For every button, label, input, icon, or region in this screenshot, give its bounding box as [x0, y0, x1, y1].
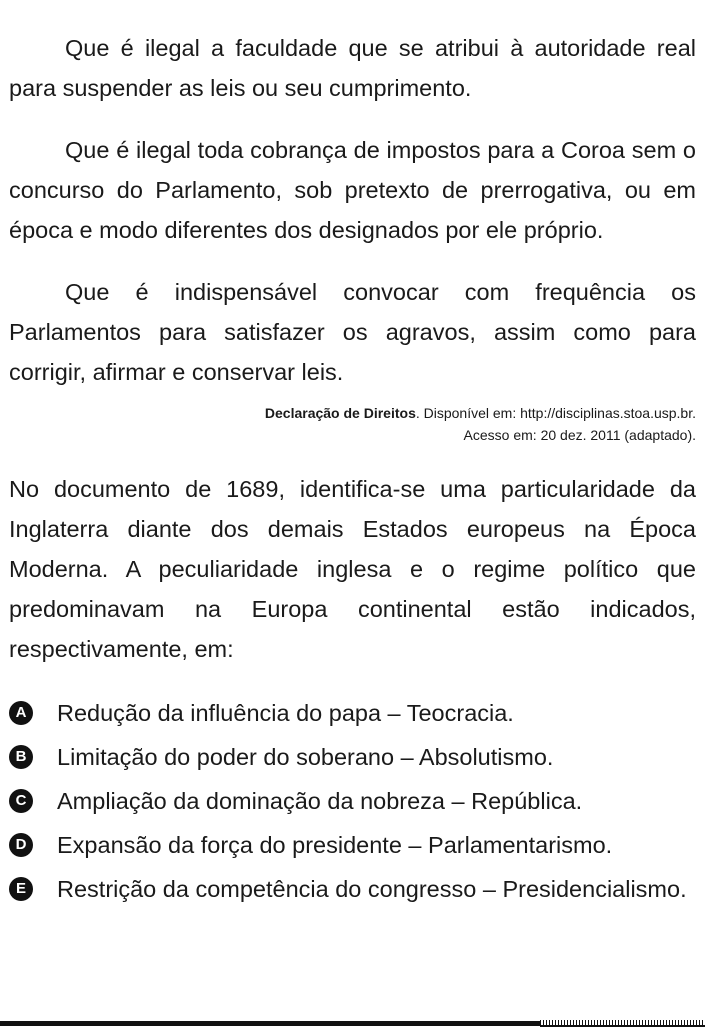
- answer-options: [9, 693, 696, 909]
- option-d-letter-badge: D: [9, 833, 33, 857]
- footer-tick-ruler: [540, 1020, 705, 1027]
- option-a[interactable]: [9, 693, 696, 733]
- option-d-text: Expansão da força do presidente – Parlamentarismo.: [57, 832, 613, 858]
- option-c[interactable]: [9, 781, 696, 821]
- citation-source: . Disponível em: http://disciplinas.stoa.usp.br.: [415, 405, 696, 421]
- option-c-letter-badge: C: [9, 789, 33, 813]
- question-stem: No documento de 1689, identifica-se uma particularidade da Inglaterra diante dos demais Estados europeus na Época Moderna. A peculiaridade inglesa e o regime político que predominavam na Europa continental estão indicados, respectivamente, em:: [9, 476, 696, 662]
- citation-access-date: Acesso em: 20 dez. 2011 (adaptado).: [463, 427, 696, 443]
- document-paragraph-1: Que é ilegal a faculdade que se atribui à autoridade real para suspender as leis ou seu cumprimento.: [9, 35, 696, 101]
- exam-question: [9, 28, 696, 913]
- option-b[interactable]: [9, 737, 696, 777]
- option-c-text: Ampliação da dominação da nobreza – República.: [57, 788, 583, 814]
- option-d[interactable]: [9, 825, 696, 865]
- document-paragraph-2: Que é ilegal toda cobrança de impostos para a Coroa sem o concurso do Parlamento, sob pretexto de prerrogativa, ou em época e modo diferentes dos designados por ele próprio.: [9, 137, 696, 243]
- option-b-letter-badge: B: [9, 745, 33, 769]
- option-e[interactable]: [9, 869, 696, 909]
- option-e-text: Restrição da competência do congresso – Presidencialismo.: [57, 876, 687, 902]
- citation-line-1: [9, 402, 696, 424]
- citation-title: Declaração de Direitos: [264, 405, 416, 421]
- option-b-text: Limitação do poder do soberano – Absolutismo.: [57, 744, 554, 770]
- option-a-letter-badge: A: [9, 701, 33, 725]
- document-paragraph-3: Que é indispensável convocar com frequência os Parlamentos para satisfazer os agravos, assim como para corrigir, afirmar e conservar leis.: [9, 279, 696, 385]
- option-a-text: Redução da influência do papa – Teocracia.: [57, 700, 514, 726]
- option-e-letter-badge: E: [9, 877, 33, 901]
- source-citation: [9, 402, 696, 446]
- footer-rule: [0, 1021, 540, 1026]
